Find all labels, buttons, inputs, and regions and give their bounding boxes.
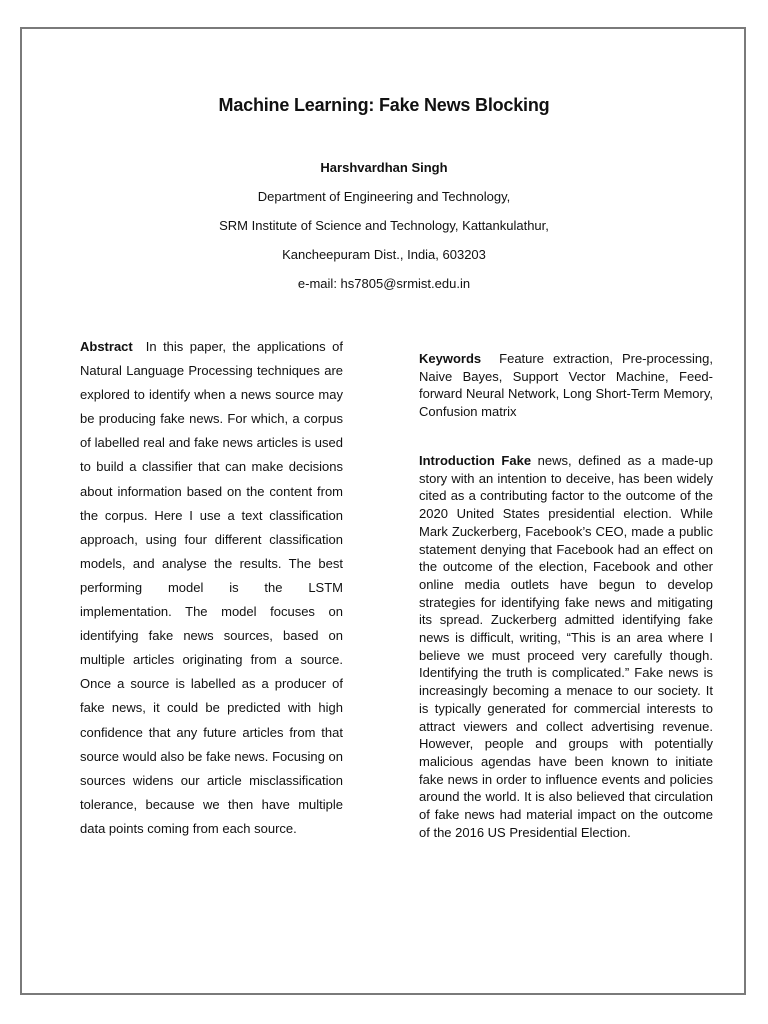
- keywords-section: [419, 350, 713, 421]
- paper-title: Machine Learning: Fake News Blocking: [218, 95, 550, 115]
- introduction-text: news, defined as a made-up story with an intention to deceive, has been widely cited as a contributing factor to the outcome of the 2020 United States presidential election. While Mark Zuckerberg, Facebook’s CEO, made a public statement denying that Facebook had an effect on the outcome of the election, Facebook and other online media outlets have begun to develop strategies for identifying fake news and mitigating its spread. Zuckerberg admitted identifying fake news is difficult, writing, “This is an area where I believe we must proceed very carefully though. Identifying the truth is complicated.” Fake news is increasingly becoming a menace to our society. It is typically generated for commercial interests to attract viewers and collect advertising revenue. However, people and groups with potentially malicious agendas have been known to initiate fake news in order to influence events and policies around the world. It is also believed that circulation of fake news had material impact on the outcome of the 2016 US Presidential Election.: [419, 453, 713, 840]
- introduction-heading: Introduction Fake: [419, 453, 532, 468]
- affiliation-location: Kancheepuram Dist., India, 603203: [282, 247, 486, 262]
- abstract-heading: Abstract: [80, 339, 133, 354]
- keywords-text: Feature extraction, Pre-processing, Naive Bayes, Support Vector Machine, Feed-forward Neural Network, Long Short-Term Memory, Confusion matrix: [419, 351, 713, 420]
- abstract-section: [80, 335, 343, 841]
- affiliation-department: Department of Engineering and Technology,: [257, 189, 511, 204]
- abstract-text: In this paper, the applications of Natural Language Processing techniques are explored to identify when a news source may be producing fake news. For which, a corpus of labelled real and fake news articles is used to build a classifier that can make decisions about information based on the content from the corpus. Here I use a text classification approach, using four different classification models, and analyse the results. The best performing model is the LSTM implementation. The model focuses on identifying fake news sources, based on multiple articles originating from a source. Once a source is labelled as a producer of fake news, it could be predicted with high confidence that any future articles from that source would also be fake news. Focusing on sources widens our article misclassification tolerance, because we then have multiple data points coming from each source.: [80, 339, 343, 836]
- keywords-heading: Keywords: [419, 351, 482, 366]
- author-name: Harshvardhan Singh: [320, 160, 448, 175]
- introduction-section: [419, 452, 713, 841]
- author-email: e-mail: hs7805@srmist.edu.in: [297, 276, 471, 291]
- affiliation-institute: SRM Institute of Science and Technology, Kattankulathur,: [219, 218, 549, 233]
